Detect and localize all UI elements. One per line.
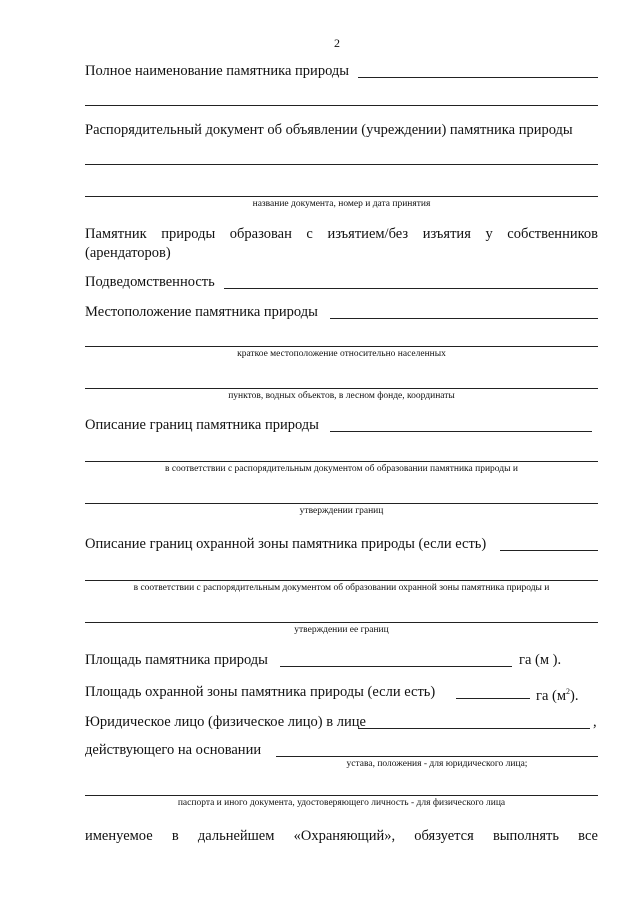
basis-hint-2: паспорта и иного документа, удостоверяющего личность - для физического лица (177, 798, 506, 808)
admin-document-input-line[interactable] (85, 164, 598, 165)
admin-document-label: Распорядительный документ об объявлении (учреждении) памятника природы (85, 122, 573, 138)
area-unit: га (м ). (519, 652, 562, 668)
page-number: 2 (334, 36, 340, 50)
area-label: Площадь памятника природы (85, 652, 268, 668)
buffer-borders-input-line-3[interactable] (85, 622, 598, 623)
borders-hint-1: в соответствии с распорядительным документом об образовании памятника природы и (165, 464, 518, 474)
doc-hint: название документа, номер и дата принятия (252, 199, 431, 209)
acting-basis-label: действующего на основании (85, 742, 262, 758)
location-hint-1: краткое местоположение относительно населенных (237, 349, 446, 359)
location-input-line[interactable] (330, 318, 598, 319)
location-hint-2: пунктов, водных объектов, в лесном фонде, координаты (228, 391, 455, 401)
full-name-input-line-2[interactable] (85, 105, 598, 106)
buffer-area-label: Площадь охранной зоны памятника природы (если есть) (85, 684, 436, 700)
subordination-label: Подведомственность (85, 274, 215, 290)
buffer-area-input-line[interactable] (456, 698, 530, 699)
legal-entity-comma: , (593, 714, 597, 730)
borders-label: Описание границ памятника природы (85, 417, 319, 433)
buffer-borders-input-line-2[interactable] (85, 580, 598, 581)
buffer-area-unit (536, 683, 578, 705)
formed-text-line2: (арендаторов) (85, 245, 171, 261)
basis-hint-1: устава, положения - для юридического лица; (346, 759, 528, 769)
location-input-line-3[interactable] (85, 388, 598, 389)
subordination-input-line[interactable] (224, 288, 598, 289)
borders-input-line[interactable] (330, 431, 592, 432)
location-input-line-2[interactable] (85, 346, 598, 347)
borders-hint-2: утверждении границ (299, 506, 384, 516)
area-input-line[interactable] (280, 666, 512, 667)
buffer-hint-2: утверждении ее границ (294, 625, 389, 635)
buffer-area-unit-prefix: га (м (536, 687, 567, 704)
borders-input-line-3[interactable] (85, 503, 598, 504)
buffer-area-unit-sup: 2 (566, 687, 571, 696)
legal-entity-label: Юридическое лицо (физическое лицо) в лице (85, 714, 366, 730)
borders-input-line-2[interactable] (85, 461, 598, 462)
buffer-hint-1: в соответствии с распорядительным документом об образовании охранной зоны памятника природы и (133, 583, 550, 593)
final-sentence: именуемое в дальнейшем «Охраняющий», обязуется выполнять все (85, 828, 598, 844)
full-name-label: Полное наименование памятника природы (85, 63, 350, 79)
acting-basis-input-line[interactable] (276, 756, 598, 757)
admin-document-input-line-2[interactable] (85, 196, 598, 197)
buffer-borders-label: Описание границ охранной зоны памятника природы (если есть) (85, 536, 487, 552)
buffer-borders-input-line[interactable] (500, 550, 598, 551)
formed-text-line1: Памятник природы образован с изъятием/без изъятия у собственников (85, 226, 598, 242)
acting-basis-input-line-2[interactable] (85, 795, 598, 796)
full-name-input-line[interactable] (358, 77, 598, 78)
location-label: Местоположение памятника природы (85, 304, 318, 320)
legal-entity-input-line[interactable] (358, 728, 590, 729)
buffer-area-unit-suffix: ). (570, 687, 579, 704)
